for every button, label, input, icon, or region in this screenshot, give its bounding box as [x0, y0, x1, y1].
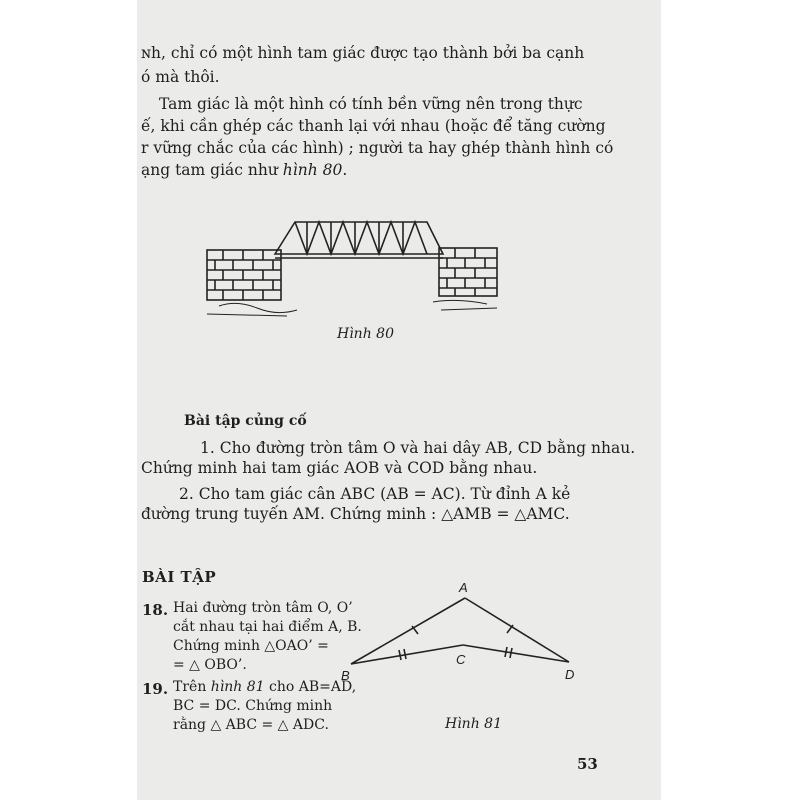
- exercise-18-line3: Chứng minh △OAO’ =: [173, 638, 329, 654]
- tick-bc-2: [404, 649, 406, 659]
- para-line-4-suffix: .: [342, 161, 348, 179]
- label-b: B: [341, 668, 350, 683]
- exercise-18-line4: = △ OBO’.: [173, 657, 247, 673]
- segment-cd: [463, 645, 569, 662]
- tick-bc-1: [399, 650, 401, 660]
- exercise-19-line1-prefix: Trên: [173, 679, 211, 695]
- para-line-4-prefix: ạng tam giác như: [141, 161, 283, 179]
- label-a: A: [459, 580, 468, 595]
- label-c: C: [456, 652, 466, 667]
- para-line-1: Tam giác là một hình có tính bền vững nên trong thực: [159, 95, 583, 113]
- review-ex1-line2: Chứng minh hai tam giác AOB và COD bằng nhau.: [141, 459, 538, 477]
- intro-line-2: ó mà thôi.: [141, 68, 220, 86]
- exercise-18-number: 18.: [142, 601, 169, 619]
- para-line-2: ế, khi cần ghép các thanh lại với nhau (hoặc để tăng cường: [141, 117, 606, 135]
- tick-cd-1: [505, 647, 507, 657]
- hinh81-caption: Hình 81: [445, 716, 502, 732]
- para-line-4: [141, 163, 347, 179]
- hinh80-reference: hình 80: [282, 161, 343, 179]
- review-ex2-line1: 2. Cho tam giác cân ABC (AB = AC). Từ đỉnh A kẻ: [179, 485, 571, 503]
- tick-cd-2: [510, 648, 512, 658]
- review-heading: Bài tập củng cố: [184, 413, 307, 429]
- page-number: 53: [577, 755, 598, 773]
- hinh81-reference: hình 81: [210, 679, 265, 695]
- bridge-illustration: [197, 212, 507, 322]
- exercise-19-line2: BC = DC. Chứng minh: [173, 698, 333, 714]
- exercise-19-line3: rằng △ ABC = △ ADC.: [173, 717, 329, 733]
- book-page: [137, 0, 661, 800]
- para-line-3: r vững chắc của các hình) ; người ta hay ghép thành hình có: [141, 139, 614, 157]
- exercises-heading: BÀI TẬP: [142, 568, 217, 586]
- exercise-19-number: 19.: [142, 680, 169, 698]
- exercise-18-line1: Hai đường tròn tâm O, O’: [173, 600, 353, 616]
- hinh81-figure: [337, 578, 587, 688]
- exercise-18-line2: cắt nhau tại hai điểm A, B.: [173, 619, 362, 635]
- intro-line-1: ɴh, chỉ có một hình tam giác được tạo thành bởi ba cạnh: [141, 44, 585, 62]
- hinh80-caption: Hình 80: [337, 326, 394, 342]
- exercise-19-line1: [173, 680, 356, 694]
- exercise-19-line1-suffix: cho AB=AD,: [264, 679, 357, 695]
- review-ex1-line1: 1. Cho đường tròn tâm O và hai dây AB, CD bằng nhau.: [200, 439, 636, 457]
- label-d: D: [565, 667, 575, 682]
- segment-ad: [465, 598, 569, 662]
- review-ex2-line2: đường trung tuyến AM. Chứng minh : △AMB = △AMC.: [141, 505, 570, 523]
